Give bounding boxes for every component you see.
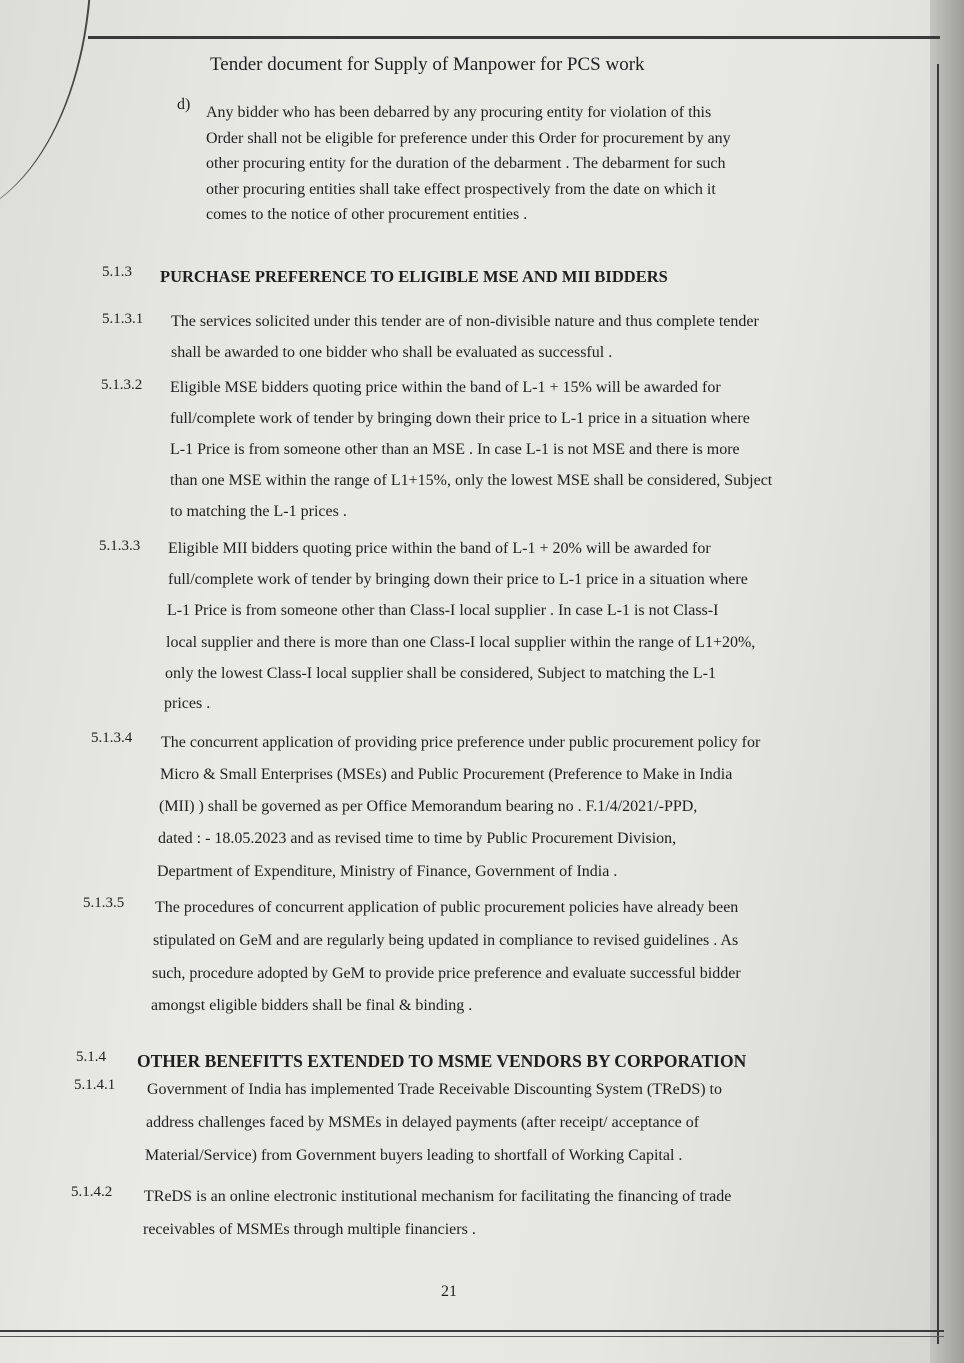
- clause-line: prices .: [164, 695, 211, 712]
- clause-line: TReDS is an online electronic institutional mechanism for facilitating the financing of trade: [144, 1188, 732, 1205]
- clause-number: 5.1.3.1: [102, 311, 144, 327]
- item-d-line: Any bidder who has been debarred by any procuring entity for violation of this: [206, 104, 712, 121]
- clause-number: 5.1.4.2: [71, 1184, 113, 1200]
- section-heading: OTHER BENEFITTS EXTENDED TO MSME VENDORS BY CORPORATION: [137, 1051, 747, 1071]
- clause-line: receivables of MSMEs through multiple financiers .: [143, 1221, 476, 1238]
- clause-line: L-1 Price is from someone other than an MSE . In case L-1 is not MSE and there is more: [170, 441, 740, 458]
- clause-line: The concurrent application of providing price preference under public procurement policy for: [161, 734, 761, 751]
- clause-line: full/complete work of tender by bringing down their price to L-1 price in a situation where: [170, 410, 750, 427]
- clause-line: shall be awarded to one bidder who shall be evaluated as successful .: [171, 344, 613, 361]
- document-title: Tender document for Supply of Manpower for PCS work: [210, 54, 645, 75]
- clause-number: 5.1.3.5: [83, 895, 125, 911]
- clause-line: local supplier and there is more than one Class-I local supplier within the range of L1+20%,: [166, 634, 756, 651]
- item-d-line: Order shall not be eligible for preference under this Order for procurement by any: [206, 130, 731, 147]
- clause-line: address challenges faced by MSMEs in delayed payments (after receipt/ acceptance of: [146, 1114, 700, 1131]
- item-d-line: other procuring entities shall take effect prospectively from the date on which it: [206, 181, 716, 198]
- clause-number: 5.1.3.2: [101, 377, 143, 393]
- clause-line: amongst eligible bidders shall be final & binding .: [151, 997, 473, 1014]
- section-heading: PURCHASE PREFERENCE TO ELIGIBLE MSE AND MII BIDDERS: [160, 267, 668, 286]
- clause-line: dated : - 18.05.2023 and as revised time to time by Public Procurement Division,: [158, 830, 677, 847]
- clause-number: 5.1.4.1: [74, 1077, 116, 1093]
- clause-line: only the lowest Class-I local supplier shall be considered, Subject to matching the L-1: [165, 665, 716, 682]
- page-number: 21: [441, 1283, 457, 1300]
- clause-line: The services solicited under this tender are of non-divisible nature and thus complete tender: [171, 313, 759, 330]
- clause-number: 5.1.3.4: [91, 730, 133, 746]
- clause-line: Department of Expenditure, Ministry of Finance, Government of India .: [157, 863, 618, 880]
- clause-line: (MII) ) shall be governed as per Office Memorandum bearing no . F.1/4/2021/-PPD,: [159, 798, 698, 815]
- clause-line: Material/Service) from Government buyers leading to shortfall of Working Capital .: [145, 1147, 683, 1164]
- clause-line: full/complete work of tender by bringing down their price to L-1 price in a situation where: [168, 571, 748, 588]
- clause-line: stipulated on GeM and are regularly being updated in compliance to revised guidelines . As: [153, 932, 739, 949]
- clause-line: Eligible MSE bidders quoting price within the band of L-1 + 15% will be awarded for: [170, 379, 721, 396]
- item-d-label: d): [177, 96, 191, 113]
- clause-line: The procedures of concurrent application of public procurement policies have already been: [155, 899, 739, 916]
- clause-number: 5.1.3.3: [99, 538, 141, 554]
- clause-line: L-1 Price is from someone other than Class-I local supplier . In case L-1 is not Class-I: [167, 602, 719, 619]
- clause-line: than one MSE within the range of L1+15%, only the lowest MSE shall be considered, Subject: [170, 472, 773, 489]
- item-d-line: other procuring entity for the duration of the debarment . The debarment for such: [206, 155, 726, 172]
- clause-line: such, procedure adopted by GeM to provide price preference and evaluate successful bidder: [152, 965, 741, 982]
- clause-line: Micro & Small Enterprises (MSEs) and Public Procurement (Preference to Make in India: [160, 766, 733, 783]
- clause-line: to matching the L-1 prices .: [170, 503, 347, 520]
- section-number: 5.1.3: [102, 264, 132, 280]
- item-d-line: comes to the notice of other procurement entities .: [206, 206, 528, 223]
- clause-line: Eligible MII bidders quoting price within the band of L-1 + 20% will be awarded for: [168, 540, 711, 557]
- section-number: 5.1.4: [76, 1049, 106, 1065]
- clause-line: Government of India has implemented Trade Receivable Discounting System (TReDS) to: [147, 1081, 722, 1098]
